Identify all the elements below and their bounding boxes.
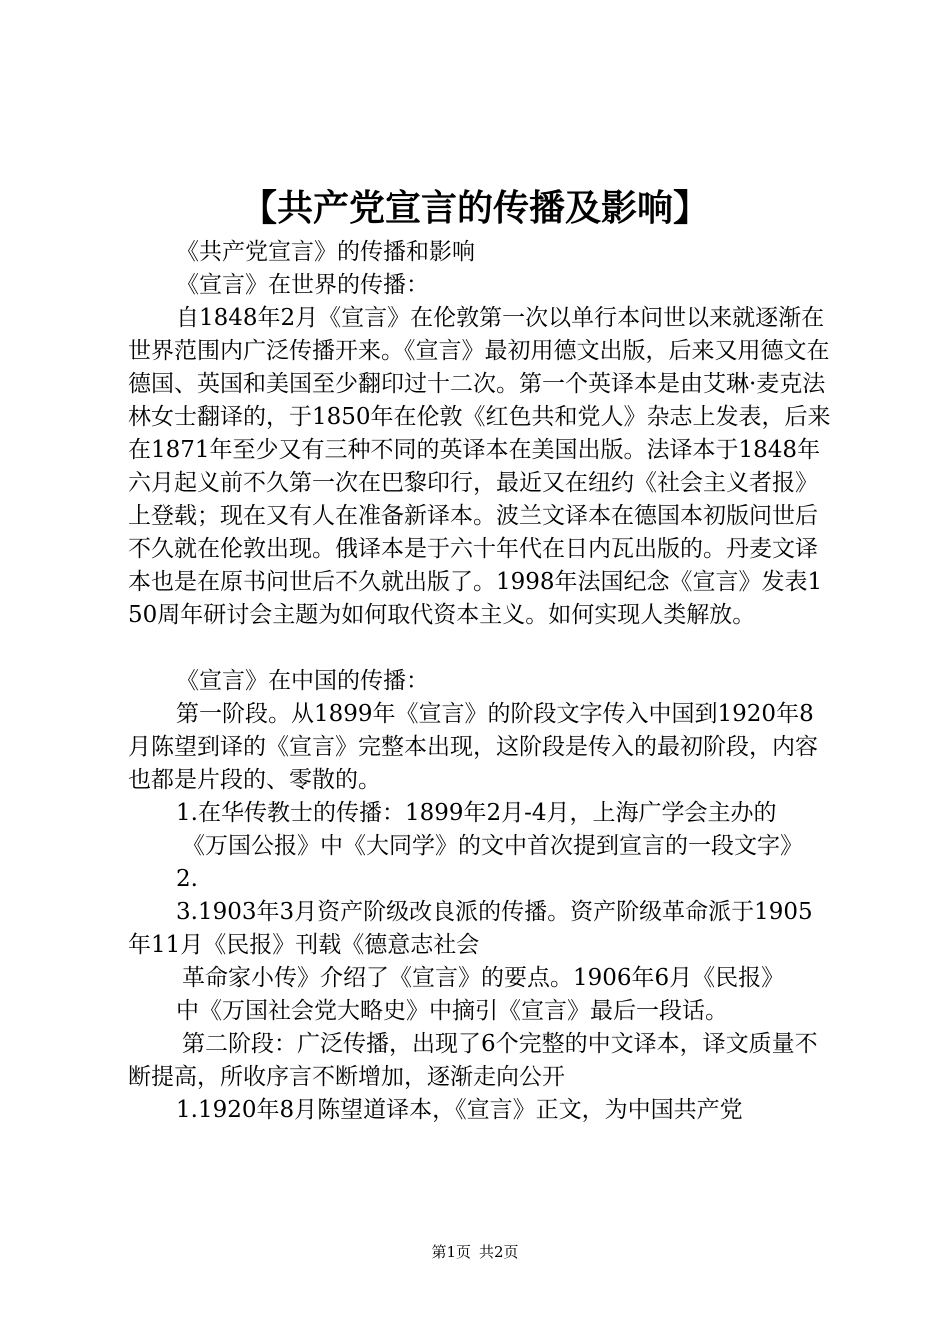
- document-title: 【共产党宣言的传播及影响】: [240, 187, 709, 229]
- paragraph-item-3-continued: 革命家小传》介绍了《宣言》的要点。1906年6月《民报》: [182, 965, 785, 991]
- paragraph-item-3-end: 中《万国社会党大略史》中摘引《宣言》最后一段话。: [176, 998, 728, 1024]
- paragraph-item-1: 1.在华传教士的传播：1899年2月-4月，上海广学会主办的: [176, 800, 777, 826]
- page-number: 第1页: [431, 1243, 471, 1261]
- paragraph-stage-two: 第二阶段：广泛传播，出现了6个完整的中文译本，译文质量不断提高，所收序言不断增加，逐渐走向公开: [128, 1031, 818, 1090]
- paragraph-world-heading: 《宣言》在世界的传播：: [176, 272, 429, 298]
- paragraph-stage-two-item-1: 1.1920年8月陈望道译本，《宣言》正文，为中国共产党: [176, 1097, 743, 1123]
- paragraph-china-heading: 《宣言》在中国的传播：: [176, 668, 429, 694]
- page-total: 共2页: [479, 1243, 519, 1261]
- page-footer: [0, 1242, 950, 1262]
- paragraph-item-2: 2.: [176, 866, 198, 892]
- paragraph-world-spread: 自1848年2月《宣言》在伦敦第一次以单行本问世以来就逐渐在世界范围内广泛传播开来。《宣言》最初用德文出版，后来又用德文在德国、英国和美国至少翻印过十二次。第一个英译本是由艾琳·麦克法林女士翻译的，于1850年在伦敦《红色共和党人》杂志上发表，后来在1871年至少又有三种不同的英译本在美国出版。法译本于1848年六月起义前不久第一次在巴黎印行，最近又在纽约《社会主义者报》上登载；现在又有人在准备新译本。波兰文译本在德国本初版问世后不久就在伦敦出现。俄译本是于六十年代在日内瓦出版的。丹麦文译本也是在原书问世后不久就出版了。1998年法国纪念《宣言》发表150周年研讨会主题为如何取代资本主义。如何实现人类解放。: [128, 305, 831, 628]
- paragraph-stage-one: 第一阶段。从1899年《宣言》的阶段文字传入中国到1920年8月陈望到译的《宣言》完整本出现，这阶段是传入的最初阶段，内容也都是片段的、零散的。: [128, 701, 818, 793]
- paragraph-gap: [128, 632, 834, 665]
- document-body: [128, 236, 834, 1127]
- paragraph-subtitle: 《共产党宣言》的传播和影响: [176, 239, 475, 265]
- paragraph-item-3: 3.1903年3月资产阶级改良派的传播。资产阶级革命派于1905年11月《民报》刊载《德意志社会: [128, 899, 813, 958]
- paragraph-item-1-continued: 《万国公报》中《大同学》的文中首次提到宣言的一段文字》: [182, 833, 803, 859]
